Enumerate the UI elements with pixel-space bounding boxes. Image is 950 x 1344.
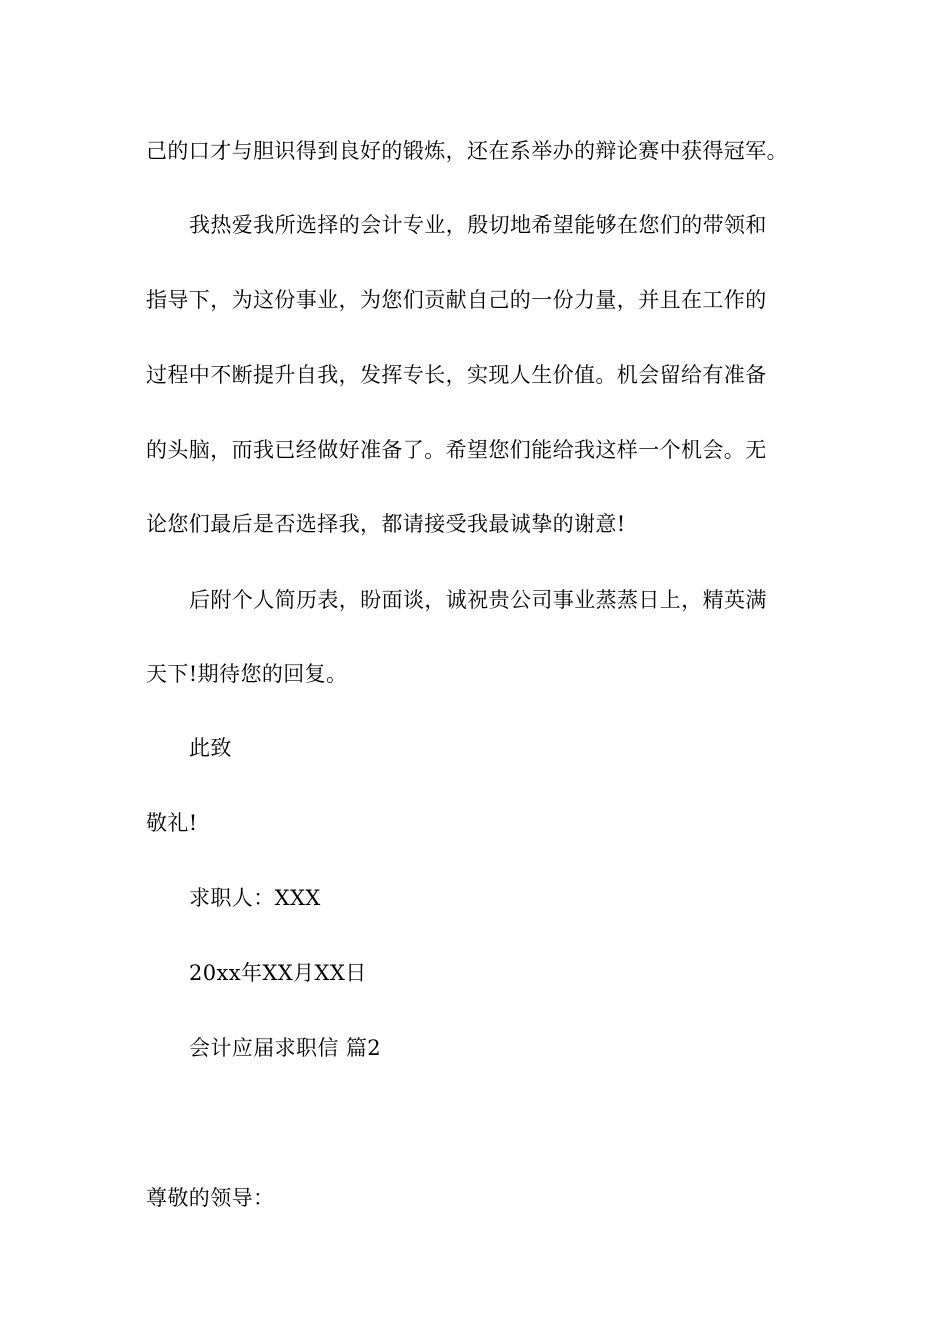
closing-salutation: 此致 (189, 736, 232, 760)
paragraph-line: 我热爱我所选择的会计专业，殷切地希望能够在您们的带领和 (189, 213, 767, 237)
paragraph-line: 过程中不断提升自我，发挥专长，实现人生价值。机会留给有准备 (146, 363, 767, 387)
greeting: 尊敬的领导： (146, 1186, 275, 1210)
closing-regards: 敬礼! (146, 811, 198, 835)
letter-date: 20xx年XX月XX日 (189, 961, 367, 985)
paragraph-line: 的头脑，而我已经做好准备了。希望您们能给我这样一个机会。无 (146, 438, 767, 462)
applicant-signature: 求职人：XXX (189, 886, 321, 910)
paragraph-line: 后附个人简历表，盼面谈，诚祝贵公司事业蒸蒸日上，精英满 (189, 588, 767, 612)
paragraph-line: 指导下，为这份事业，为您们贡献自己的一份力量，并且在工作的 (146, 288, 767, 312)
section-title: 会计应届求职信 篇2 (189, 1036, 382, 1060)
paragraph-line: 天下!期待您的回复。 (146, 662, 348, 686)
paragraph-line: 论您们最后是否选择我，都请接受我最诚挚的谢意! (146, 512, 626, 536)
paragraph-line: 己的口才与胆识得到良好的锻炼，还在系举办的辩论赛中获得冠军。 (146, 139, 788, 163)
